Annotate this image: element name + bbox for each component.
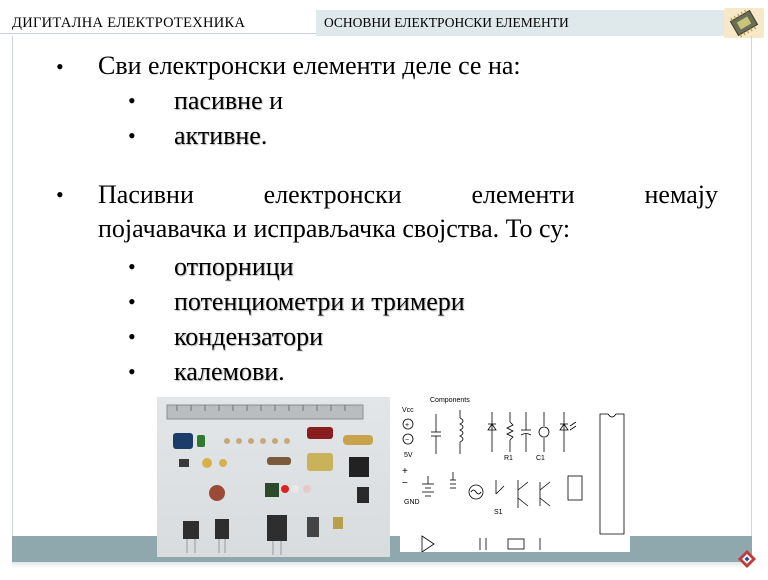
sub-item-word: активне: [174, 121, 261, 150]
course-title: ДИГИТАЛНА ЕЛЕКТРОТЕХНИКА: [0, 0, 316, 34]
chip-logo: [724, 8, 764, 38]
sub-item-passive: [128, 84, 284, 118]
schematic-illustration: [400, 384, 630, 552]
label-vcc: Vcc: [402, 407, 414, 414]
label-s1: S1: [494, 509, 503, 516]
label-minus: −: [405, 437, 410, 444]
bullet-1-text: Сви електронски елементи деле се на:: [98, 51, 521, 80]
word: Пасивни: [98, 180, 194, 209]
bullet-marker: •: [128, 254, 136, 279]
schematic-symbols: [400, 384, 630, 552]
sub-item-inductors: [128, 355, 285, 389]
sub-item-suffix: .: [278, 357, 285, 386]
sub-item-suffix: и: [262, 86, 284, 115]
label-5v: 5V: [404, 452, 413, 459]
sub-item-potentiometers: [128, 285, 465, 319]
section-title: ОСНОВНИ ЕЛЕКТРОНСКИ ЕЛЕМЕНТИ: [316, 10, 724, 36]
sub-item-word: калемови: [174, 357, 279, 386]
components-illustration: [157, 397, 390, 557]
bullet-2-line-2: појачавачка и исправљачка својства. То су:: [98, 214, 571, 243]
label-r1: R1: [504, 455, 513, 462]
label-gnd: GND: [404, 499, 420, 506]
bullet-marker: •: [128, 324, 136, 349]
bullet-marker: •: [128, 88, 136, 113]
label-c1: C1: [536, 455, 545, 462]
bullet-marker: •: [128, 359, 136, 384]
sub-item-word: отпорници: [174, 252, 294, 281]
label-plus: +: [405, 422, 410, 429]
corner-logo-icon: [736, 548, 758, 570]
sub-item-word: потенциометри и тримери: [174, 287, 465, 316]
components-photo: [157, 397, 390, 557]
label-minus-2: −: [402, 478, 408, 489]
sub-item-resistors: [128, 250, 294, 284]
word: немају: [644, 180, 718, 209]
word: електронски: [263, 180, 402, 209]
chip-icon: [724, 8, 764, 38]
word: елементи: [471, 180, 575, 209]
bullet-marker: •: [128, 123, 136, 148]
sub-item-word: кондензатори: [174, 322, 323, 351]
sub-item-suffix: .: [260, 121, 268, 150]
sub-item-word: пасивне: [174, 86, 263, 115]
bullet-marker: •: [128, 289, 136, 314]
label-plus-2: +: [402, 466, 408, 477]
sub-item-active: [128, 119, 268, 153]
sub-item-capacitors: [128, 320, 323, 354]
schematic-title: Components: [430, 397, 470, 404]
bullet-2-line-1: [98, 178, 718, 212]
bullet-marker: •: [56, 182, 64, 207]
bullet-marker: •: [56, 54, 64, 79]
footer-gradient: [12, 562, 752, 568]
